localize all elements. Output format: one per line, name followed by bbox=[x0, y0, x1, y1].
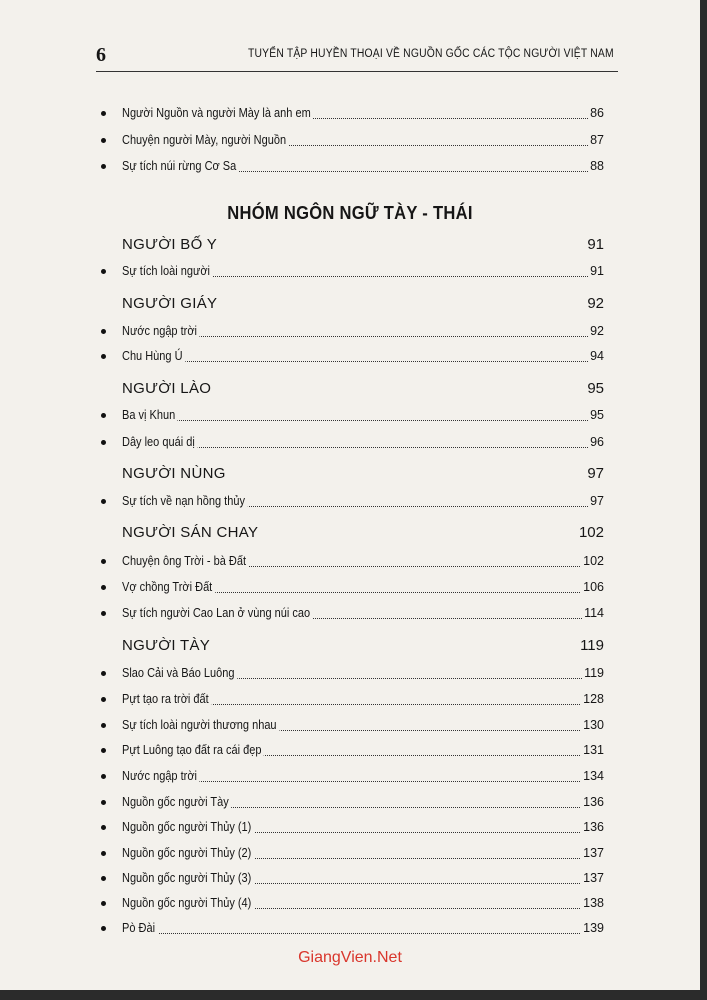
toc-entry bbox=[0, 767, 700, 789]
entry-title: Pựt tạo ra trời đất bbox=[122, 692, 211, 706]
toc-entry bbox=[0, 869, 700, 891]
bullet-icon bbox=[101, 499, 106, 504]
entry-page: 131 bbox=[583, 743, 604, 757]
section-name: NGƯỜI TÀY bbox=[122, 637, 211, 654]
section-heading bbox=[0, 295, 700, 317]
entry-title: Sự tích loài người thương nhau bbox=[122, 718, 279, 732]
bullet-icon bbox=[101, 138, 106, 143]
toc-entry bbox=[0, 664, 700, 686]
entry-page: 136 bbox=[583, 820, 604, 834]
bullet-icon bbox=[101, 851, 106, 856]
toc-entry bbox=[0, 552, 700, 574]
entry-page: 86 bbox=[590, 106, 604, 120]
toc-entry bbox=[0, 919, 700, 941]
entry-page: 106 bbox=[583, 580, 604, 594]
toc-entry bbox=[0, 844, 700, 866]
entry-title: Chuyện người Mày, người Nguồn bbox=[122, 133, 289, 147]
entry-title: Sự tích người Cao Lan ở vùng núi cao bbox=[122, 606, 313, 620]
header-rule bbox=[96, 71, 618, 72]
bullet-icon bbox=[101, 559, 106, 564]
bullet-icon bbox=[101, 111, 106, 116]
section-name: NGƯỜI GIÁY bbox=[122, 295, 218, 312]
dot-leader bbox=[122, 933, 590, 934]
section-heading bbox=[0, 524, 700, 546]
entry-page: 137 bbox=[583, 846, 604, 860]
entry-title: Dây leo quái dị bbox=[122, 435, 197, 449]
toc-entry bbox=[0, 406, 700, 428]
page-edge-shadow bbox=[0, 990, 707, 1000]
bullet-icon bbox=[101, 413, 106, 418]
section-name: NGƯỜI NÙNG bbox=[122, 465, 226, 482]
entry-page: 88 bbox=[590, 159, 604, 173]
group-title: NHÓM NGÔN NGỮ TÀY - THÁI bbox=[227, 203, 473, 223]
bullet-icon bbox=[101, 585, 106, 590]
entry-page: 139 bbox=[583, 921, 604, 935]
toc-entry bbox=[0, 578, 700, 600]
toc-entry bbox=[0, 433, 700, 455]
entry-title: Nguồn gốc người Tày bbox=[122, 795, 231, 809]
section-page: 95 bbox=[587, 380, 604, 397]
toc-entry bbox=[0, 262, 700, 284]
toc-entry bbox=[0, 604, 700, 626]
entry-title: Vợ chồng Trời Đất bbox=[122, 580, 215, 594]
entry-title: Pò Đài bbox=[122, 921, 158, 935]
toc-entry bbox=[0, 716, 700, 738]
toc-entry bbox=[0, 492, 700, 514]
entry-page: 137 bbox=[583, 871, 604, 885]
bullet-icon bbox=[101, 748, 106, 753]
entry-title: Nguồn gốc người Thủy (3) bbox=[122, 871, 254, 885]
entry-title: Người Nguồn và người Mày là anh em bbox=[122, 106, 313, 120]
section-page: 91 bbox=[587, 236, 604, 253]
bullet-icon bbox=[101, 611, 106, 616]
entry-title: Pựt Luông tạo đất ra cái đẹp bbox=[122, 743, 264, 757]
entry-title: Nước ngập trời bbox=[122, 324, 200, 338]
running-header: TUYỂN TẬP HUYỀN THOẠI VỀ NGUỒN GỐC CÁC TỘC NGƯỜI VIỆT NAM bbox=[248, 48, 614, 60]
section-heading bbox=[0, 637, 700, 659]
toc-entry bbox=[0, 690, 700, 712]
entry-title: Nguồn gốc người Thủy (1) bbox=[122, 820, 254, 834]
toc-entry bbox=[0, 793, 700, 815]
entry-page: 134 bbox=[583, 769, 604, 783]
entry-title: Ba vị Khun bbox=[122, 408, 178, 422]
bullet-icon bbox=[101, 926, 106, 931]
entry-page: 130 bbox=[583, 718, 604, 732]
bullet-icon bbox=[101, 825, 106, 830]
toc-entry bbox=[0, 131, 700, 153]
entry-title: Sự tích về nạn hồng thủy bbox=[122, 494, 248, 508]
section-page: 119 bbox=[580, 637, 604, 654]
entry-page: 97 bbox=[590, 494, 604, 508]
bullet-icon bbox=[101, 774, 106, 779]
bullet-icon bbox=[101, 697, 106, 702]
section-page: 97 bbox=[587, 465, 604, 482]
bullet-icon bbox=[101, 723, 106, 728]
section-page: 92 bbox=[587, 295, 604, 312]
bullet-icon bbox=[101, 876, 106, 881]
bullet-icon bbox=[101, 269, 106, 274]
section-page: 102 bbox=[578, 524, 604, 541]
entry-page: 128 bbox=[583, 692, 604, 706]
bullet-icon bbox=[101, 164, 106, 169]
bullet-icon bbox=[101, 440, 106, 445]
section-name: NGƯỜI BỐ Y bbox=[122, 236, 218, 253]
entry-page: 114 bbox=[584, 606, 604, 620]
bullet-icon bbox=[101, 800, 106, 805]
entry-page: 92 bbox=[590, 324, 604, 338]
watermark: GiangVien.Net bbox=[298, 949, 402, 966]
entry-title: Sự tích loài người bbox=[122, 264, 213, 278]
entry-page: 119 bbox=[584, 666, 604, 680]
entry-title: Sự tích núi rừng Cơ Sa bbox=[122, 159, 239, 173]
entry-page: 102 bbox=[583, 554, 604, 568]
bullet-icon bbox=[101, 354, 106, 359]
bullet-icon bbox=[101, 329, 106, 334]
entry-page: 138 bbox=[583, 896, 604, 910]
section-heading bbox=[0, 236, 700, 258]
entry-title: Chu Hùng Ú bbox=[122, 349, 185, 363]
bullet-icon bbox=[101, 901, 106, 906]
toc-entry bbox=[0, 347, 700, 369]
entry-title: Nguồn gốc người Thủy (4) bbox=[122, 896, 254, 910]
toc-entry bbox=[0, 322, 700, 344]
entry-page: 91 bbox=[590, 264, 604, 278]
toc-entry bbox=[0, 894, 700, 916]
entry-title: Slao Cải và Báo Luông bbox=[122, 666, 237, 680]
section-name: NGƯỜI SÁN CHAY bbox=[122, 524, 259, 541]
dot-leader bbox=[122, 361, 590, 362]
bullet-icon bbox=[101, 671, 106, 676]
entry-page: 87 bbox=[590, 133, 604, 147]
toc-entry bbox=[0, 741, 700, 763]
section-name: NGƯỜI LÀO bbox=[122, 380, 212, 397]
entry-page: 94 bbox=[590, 349, 604, 363]
section-heading bbox=[0, 465, 700, 487]
toc-entry bbox=[0, 104, 700, 126]
entry-page: 95 bbox=[590, 408, 604, 422]
dot-leader bbox=[122, 420, 590, 421]
entry-title: Nguồn gốc người Thủy (2) bbox=[122, 846, 254, 860]
entry-title: Chuyện ông Trời - bà Đất bbox=[122, 554, 249, 568]
toc-entry bbox=[0, 818, 700, 840]
section-heading bbox=[0, 380, 700, 402]
entry-page: 96 bbox=[590, 435, 604, 449]
page-number: 6 bbox=[96, 44, 106, 66]
entry-page: 136 bbox=[583, 795, 604, 809]
entry-title: Nước ngập trời bbox=[122, 769, 200, 783]
toc-entry bbox=[0, 157, 700, 179]
